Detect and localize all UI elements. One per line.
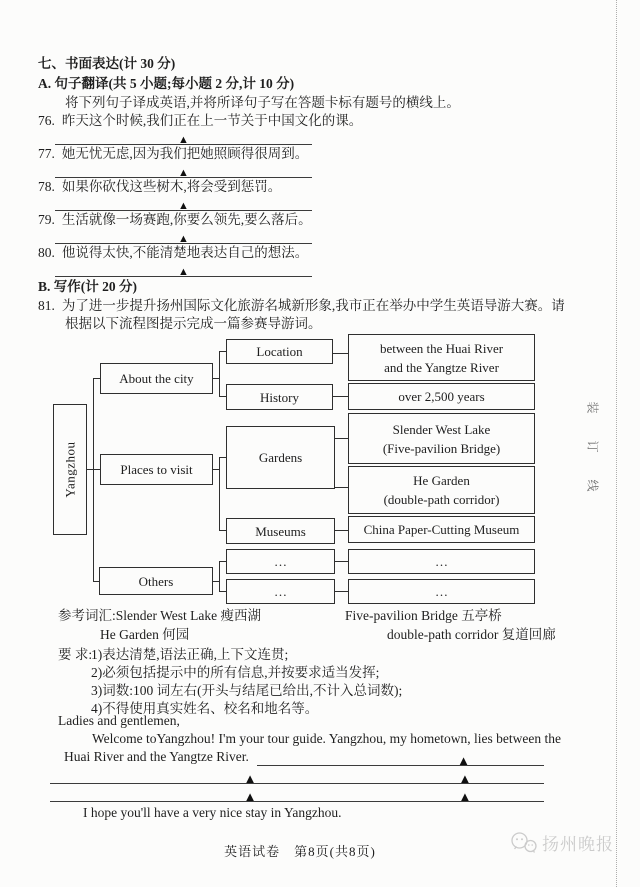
item-text: 她无忧无虑,因为我们把她照顾得很周到。 (61, 146, 309, 161)
essay-opening-line2: Huai River and the Yangtze River. (64, 749, 249, 764)
triangle-marker: ▲ (458, 771, 472, 786)
writing-prompt-line2: 根据以下流程图提示完成一篇参赛导游词。 (65, 316, 322, 331)
triangle-marker: ▲ (178, 167, 189, 179)
flowchart-box-yangzhou: Yangzhou (53, 404, 87, 535)
requirement-item: 3)词数:100 词左右(开头与结尾已给出,不计入总词数); (91, 683, 403, 698)
essay-answer-line (257, 751, 544, 766)
flowchart-box-history-detail: over 2,500 years (348, 383, 535, 410)
item-number: 76. (38, 113, 55, 128)
triangle-marker: ▲ (457, 753, 471, 768)
item-text: 生活就像一场赛跑,你要么领先,要么落后。 (61, 212, 312, 227)
writing-prompt-line1: 为了进一步提升扬州国际文化旅游名城新形象,我市正在举办中学生英语导游大赛。请 (61, 298, 565, 313)
answer-line (55, 163, 312, 178)
vocab-entry: Five-pavilion Bridge 五亭桥 (345, 608, 502, 623)
flowchart-box-about-city: About the city (100, 363, 213, 394)
vocab-entry: double-path corridor 复道回廊 (387, 627, 556, 642)
triangle-marker: ▲ (243, 789, 257, 804)
part-b-heading: B. 写作(计 20 分) (38, 279, 137, 294)
answer-line (55, 130, 312, 145)
flowchart-box-places-to-visit: Places to visit (100, 454, 213, 485)
triangle-marker: ▲ (178, 266, 189, 278)
section-title: 七、书面表达(计 30 分) (38, 56, 176, 71)
triangle-marker: ▲ (458, 789, 472, 804)
requirement-item: 2)必须包括提示中的所有信息,并按要求适当发挥; (91, 665, 380, 680)
item-text: 如果你砍伐这些树木,将会受到惩罚。 (61, 179, 282, 194)
watermark-text: 扬州晚报 (542, 835, 614, 854)
essay-closing: I hope you'll have a very nice stay in Yangzhou. (83, 805, 342, 820)
binding-char: 订 (585, 440, 600, 453)
essay-salutation: Ladies and gentlemen, (58, 713, 180, 728)
item-text: 他说得太快,不能清楚地表达自己的想法。 (61, 245, 309, 260)
vocab-entry: Slender West Lake 瘦西湖 (115, 608, 262, 623)
triangle-marker: ▲ (243, 771, 257, 786)
requirement-item: 4)不得使用真实姓名、校名和地名等。 (91, 701, 319, 716)
translation-item-77 (38, 145, 550, 178)
writing-requirements (58, 646, 558, 718)
item-number: 78. (38, 179, 55, 194)
essay-answer-line (50, 789, 544, 802)
requirement-item: 1)表达清楚,语法正确,上下文连贯; (91, 647, 289, 662)
reference-vocabulary (58, 606, 578, 644)
binding-char: 装 (585, 401, 600, 414)
essay-answer-line (50, 771, 544, 784)
answer-line (55, 229, 312, 244)
essay-template (50, 712, 562, 822)
flowchart-box-others: Others (99, 567, 213, 595)
flowchart-box-others-topic-2: … (226, 579, 335, 604)
flowchart-box-history: History (226, 384, 333, 410)
yangzhou-flowchart (0, 332, 640, 608)
part-a-instruction: 将下列句子译成英语,并将所译句子写在答题卡标有题号的横线上。 (65, 95, 460, 110)
triangle-marker: ▲ (178, 233, 189, 245)
flowchart-box-museum-detail: China Paper-Cutting Museum (348, 516, 535, 543)
translation-item-79 (38, 211, 550, 244)
triangle-marker: ▲ (178, 134, 189, 146)
flowchart-box-location-detail: between the Huai River and the Yangtze River (348, 334, 535, 381)
item-number: 80. (38, 245, 55, 260)
flowchart-box-location: Location (226, 339, 333, 364)
answer-line (55, 262, 312, 277)
newspaper-watermark (509, 830, 614, 855)
flowchart-box-others-topic-1: … (226, 549, 335, 574)
essay-opening-line1: Welcome toYangzhou! I'm your tour guide. Yangzhou, my hometown, lies between the (92, 731, 562, 746)
page-footer: 英语试卷 第8页(共8页) (224, 844, 376, 859)
item-text: 昨天这个时候,我们正在上一节关于中国文化的课。 (61, 113, 363, 128)
flowchart-box-he-garden: He Garden (double-path corridor) (348, 466, 535, 514)
triangle-marker: ▲ (178, 200, 189, 212)
flowchart-box-gardens: Gardens (226, 426, 335, 489)
item-number: 79. (38, 212, 55, 227)
flowchart-box-museums: Museums (226, 518, 335, 544)
section-written-expression (38, 54, 565, 333)
vocab-label: 参考词汇: (58, 608, 116, 623)
wechat-icon (509, 831, 539, 855)
part-a-heading: A. 句子翻译(共 5 小题;每小题 2 分,计 10 分) (38, 76, 295, 91)
binding-char: 线 (585, 479, 600, 492)
translation-item-80 (38, 244, 550, 277)
requirements-label: 要 求: (58, 647, 93, 662)
translation-item-76 (38, 112, 550, 145)
vocab-entry: He Garden 何园 (100, 627, 190, 642)
flowchart-box-slender-west-lake: Slender West Lake (Five-pavilion Bridge) (348, 413, 535, 464)
translation-item-78 (38, 178, 550, 211)
item-number: 81. (38, 298, 55, 313)
item-number: 77. (38, 146, 55, 161)
flowchart-box-others-detail-2: … (348, 579, 535, 604)
answer-line (55, 196, 312, 211)
flowchart-box-others-detail-1: … (348, 549, 535, 574)
